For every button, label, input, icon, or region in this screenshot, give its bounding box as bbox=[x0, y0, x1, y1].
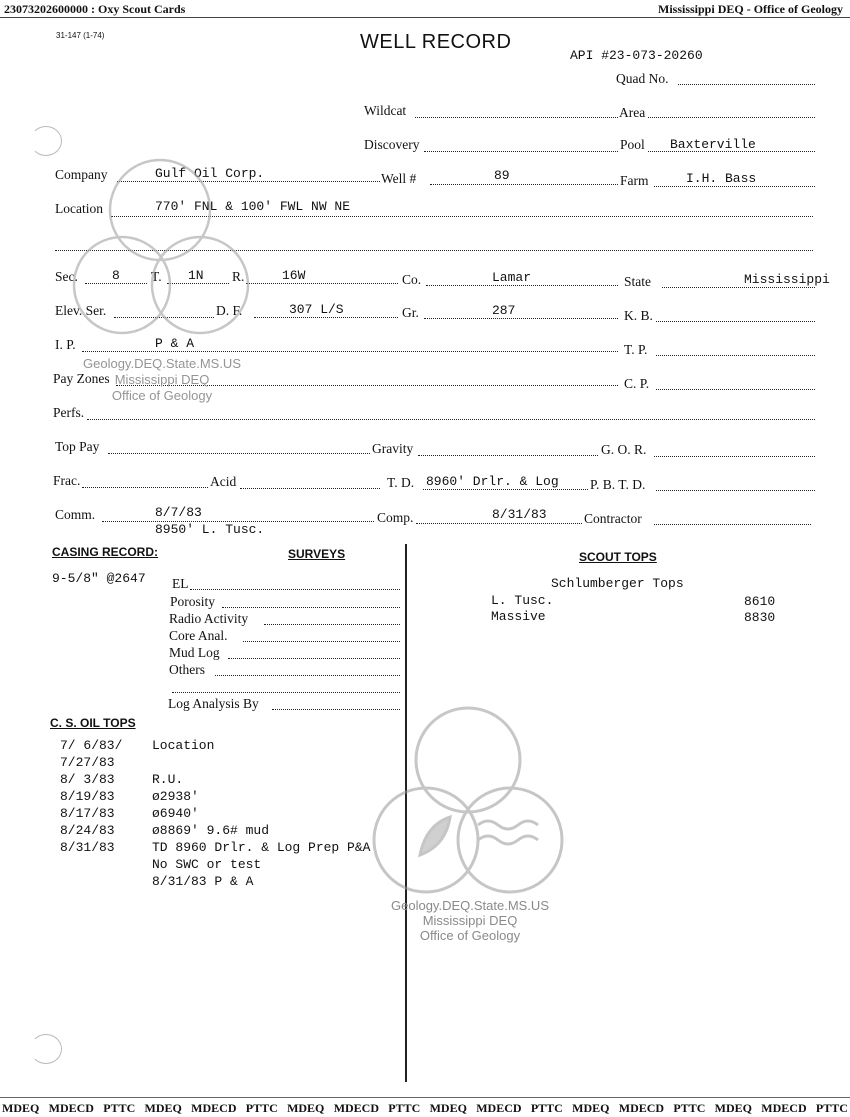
perfs-label: Perfs. bbox=[53, 405, 85, 420]
survey-core-anal-field bbox=[243, 641, 400, 642]
acid-field bbox=[240, 488, 380, 489]
cp-label: C. P. bbox=[624, 376, 650, 391]
t-value: 1N bbox=[188, 268, 204, 283]
gr-field bbox=[424, 318, 618, 319]
comp-value: 8/31/83 bbox=[492, 507, 547, 522]
comp-field bbox=[416, 523, 582, 524]
footer-label: MDEQ bbox=[572, 1101, 610, 1115]
state-field bbox=[662, 287, 815, 288]
history-date: 8/ 3/83 bbox=[60, 772, 115, 787]
footer-label: PTTC bbox=[388, 1101, 421, 1115]
ip-value: P & A bbox=[155, 336, 195, 351]
footer-label: MDEQ bbox=[144, 1101, 182, 1115]
page-title: WELL RECORD bbox=[360, 31, 512, 53]
cs-oil-tops-heading: C. S. OIL TOPS bbox=[50, 716, 136, 730]
pbtd-field bbox=[656, 490, 815, 491]
history-date: 8/17/83 bbox=[60, 806, 115, 821]
elev-ser-label: Elev. Ser. bbox=[55, 303, 107, 318]
top-pay-field bbox=[108, 453, 370, 454]
farm-field bbox=[654, 186, 815, 187]
survey-radio-activity-label: Radio Activity bbox=[169, 611, 249, 626]
state-value: Mississippi bbox=[744, 272, 830, 287]
history-note: ø2938' bbox=[152, 789, 199, 804]
td-label: T. D. bbox=[387, 475, 415, 490]
watermark-line3: Office of Geology bbox=[419, 928, 521, 943]
area-label: Area bbox=[619, 105, 646, 120]
footer-label: MDECD bbox=[618, 1101, 665, 1115]
watermark-logo-icon bbox=[368, 705, 568, 895]
sec-label: Sec. bbox=[55, 269, 78, 284]
sec-value: 8 bbox=[112, 268, 120, 283]
history-date: 7/27/83 bbox=[60, 755, 115, 770]
tp-field bbox=[656, 355, 815, 356]
ip-label: I. P. bbox=[55, 337, 76, 352]
farm-label: Farm bbox=[620, 173, 649, 188]
footer-label: MDECD bbox=[333, 1101, 380, 1115]
footer-label: MDECD bbox=[48, 1101, 94, 1115]
gravity-field bbox=[418, 455, 598, 456]
contractor-field bbox=[654, 524, 811, 525]
watermark-line3: Office of Geology bbox=[111, 388, 213, 403]
pool-value: Baxterville bbox=[670, 137, 756, 152]
history-date: 8/19/83 bbox=[60, 789, 115, 804]
r-label: R. bbox=[232, 269, 245, 284]
punch-hole-bottom bbox=[30, 1034, 62, 1064]
t-label: T. bbox=[151, 269, 162, 284]
scout-top-name: Massive bbox=[491, 609, 546, 624]
survey-core-anal-label: Core Anal. bbox=[169, 628, 228, 643]
footer-label: PTTC bbox=[815, 1101, 848, 1115]
survey-mud-log-label: Mud Log bbox=[169, 645, 220, 660]
comm-value-2: 8950' L. Tusc. bbox=[155, 522, 265, 537]
survey-others-field bbox=[215, 675, 400, 676]
history-note: R.U. bbox=[152, 772, 184, 787]
history-date: 8/31/83 bbox=[60, 840, 115, 855]
comp-label: Comp. bbox=[377, 510, 414, 525]
casing-record-value: 9-5/8" @2647 bbox=[52, 571, 146, 586]
scout-tops-subheading: Schlumberger Tops bbox=[551, 576, 684, 591]
footer-label: PTTC bbox=[673, 1101, 706, 1115]
kb-field bbox=[656, 321, 815, 322]
pay-zones-label: Pay Zones bbox=[53, 371, 110, 386]
form-code: 31-147 (1-74) bbox=[56, 31, 105, 40]
r-value: 16W bbox=[282, 268, 306, 283]
watermark-logo-icon bbox=[60, 175, 280, 355]
watermark-line2: Mississippi DEQ bbox=[114, 372, 210, 387]
footer-label: PTTC bbox=[530, 1101, 563, 1115]
survey-el-field bbox=[190, 589, 400, 590]
tp-label: T. P. bbox=[624, 342, 648, 357]
history-note: TD 8960 Drlr. & Log Prep P&A bbox=[152, 840, 371, 855]
survey-porosity-label: Porosity bbox=[170, 594, 216, 609]
survey-porosity-field bbox=[222, 607, 400, 608]
footer-label: MDECD bbox=[476, 1101, 522, 1115]
survey-mud-log-field bbox=[228, 658, 400, 659]
df-label: D. F. bbox=[216, 303, 243, 318]
gravity-label: Gravity bbox=[372, 441, 414, 456]
co-label: Co. bbox=[402, 272, 422, 287]
scout-tops-heading: SCOUT TOPS bbox=[579, 550, 657, 564]
footer-divider bbox=[0, 1097, 850, 1098]
api-number: API #23-073-20260 bbox=[570, 48, 703, 63]
watermark-line1: Geology.DEQ.State.MS.US bbox=[83, 356, 241, 371]
survey-others-label: Others bbox=[169, 662, 205, 677]
state-label: State bbox=[624, 274, 651, 289]
pool-label: Pool bbox=[620, 137, 645, 152]
footer-label: MDEQ bbox=[2, 1101, 40, 1115]
punch-hole-top bbox=[30, 126, 62, 156]
scout-top-depth: 8830 bbox=[744, 610, 776, 625]
watermark-line2: Mississippi DEQ bbox=[422, 913, 518, 928]
footer-label: PTTC bbox=[103, 1101, 136, 1115]
well-no-label: Well # bbox=[381, 171, 417, 186]
history-extra: No SWC or test bbox=[152, 857, 262, 872]
co-field bbox=[426, 285, 618, 286]
comm-value: 8/7/83 bbox=[155, 505, 202, 520]
footer bbox=[2, 1101, 848, 1116]
footer-label: MDEQ bbox=[287, 1101, 325, 1115]
history-date: 8/24/83 bbox=[60, 823, 115, 838]
gor-field bbox=[654, 456, 815, 457]
log-analysis-label: Log Analysis By bbox=[168, 696, 259, 711]
location-label: Location bbox=[55, 201, 103, 216]
wildcat-field bbox=[415, 117, 618, 118]
casing-record-heading: CASING RECORD: bbox=[52, 545, 159, 559]
footer-label: MDEQ bbox=[429, 1101, 467, 1115]
well-no-value: 89 bbox=[494, 168, 510, 183]
kb-label: K. B. bbox=[624, 308, 653, 323]
gr-value: 287 bbox=[492, 303, 516, 318]
top-pay-label: Top Pay bbox=[55, 439, 100, 454]
location-value: 770' FNL & 100' FWL NW NE bbox=[155, 199, 351, 214]
watermark-line1: Geology.DEQ.State.MS.US bbox=[391, 898, 549, 913]
footer-label: PTTC bbox=[245, 1101, 278, 1115]
survey-extra-field bbox=[172, 692, 400, 693]
frac-field bbox=[82, 487, 208, 488]
cp-field bbox=[656, 389, 815, 390]
wildcat-label: Wildcat bbox=[364, 103, 407, 118]
history-note: ø8869' 9.6# mud bbox=[152, 823, 270, 838]
frac-label: Frac. bbox=[53, 473, 81, 488]
area-field bbox=[648, 117, 815, 118]
td-field bbox=[423, 489, 588, 490]
gor-label: G. O. R. bbox=[601, 442, 647, 457]
perfs-field bbox=[87, 419, 815, 420]
scout-top-name: L. Tusc. bbox=[491, 593, 554, 608]
footer-label: MDECD bbox=[191, 1101, 237, 1115]
co-value: Lamar bbox=[492, 270, 532, 285]
company-value: Gulf Oil Corp. bbox=[155, 166, 265, 181]
header-right: Mississippi DEQ - Office of Geology bbox=[658, 2, 843, 16]
scout-top-depth: 8610 bbox=[744, 594, 776, 609]
farm-value: I.H. Bass bbox=[686, 171, 757, 186]
survey-radio-activity-field bbox=[264, 624, 400, 625]
pbtd-label: P. B. T. D. bbox=[590, 477, 646, 492]
discovery-label: Discovery bbox=[364, 137, 420, 152]
history-note: ø6940' bbox=[152, 806, 199, 821]
df-value: 307 L/S bbox=[289, 302, 344, 317]
history-extra: 8/31/83 P & A bbox=[152, 874, 254, 889]
footer-label: MDEQ bbox=[714, 1101, 752, 1115]
history-date: 7/ 6/83/ bbox=[60, 738, 123, 753]
well-no-field bbox=[430, 184, 618, 185]
surveys-heading: SURVEYS bbox=[288, 547, 346, 561]
survey-el-label: EL bbox=[172, 576, 189, 591]
td-value: 8960' Drlr. & Log bbox=[426, 474, 559, 489]
footer-label: MDECD bbox=[761, 1101, 807, 1115]
comm-label: Comm. bbox=[55, 507, 96, 522]
acid-label: Acid bbox=[210, 474, 237, 489]
discovery-field bbox=[424, 151, 618, 152]
quad-no-label: Quad No. bbox=[616, 71, 669, 86]
header-left: 23073202600000 : Oxy Scout Cards bbox=[4, 2, 186, 16]
contractor-label: Contractor bbox=[584, 511, 642, 526]
header-divider bbox=[0, 17, 850, 18]
quad-no-field bbox=[678, 84, 815, 85]
history-note: Location bbox=[152, 738, 215, 753]
gr-label: Gr. bbox=[402, 305, 419, 320]
company-label: Company bbox=[55, 167, 108, 182]
